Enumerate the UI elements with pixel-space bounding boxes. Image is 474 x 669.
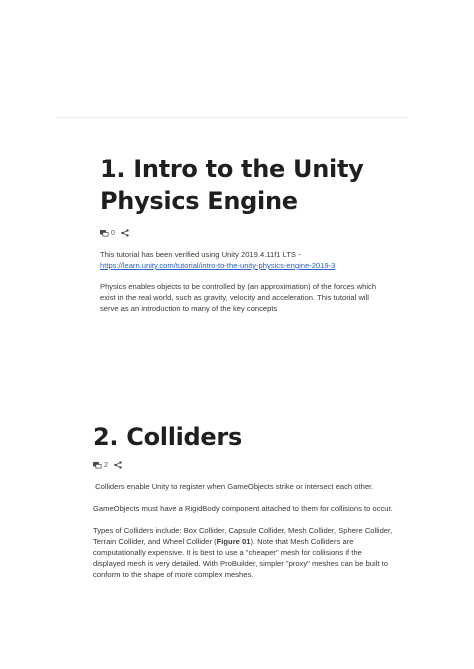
colliders-p3-before: Types of Colliders include: Box Collider, Capsule Collider, Mesh Collider, Sphere Collider, Terrain Collider, and Wheel Collider ( [93,526,393,546]
colliders-paragraph-3 [93,525,393,580]
section-title-line2: Physics Engine [100,187,298,215]
share-icon[interactable] [121,229,129,237]
comment-count: 2 [104,461,108,469]
section-meta [93,459,393,471]
colliders-paragraph-1: Colliders enable Unity to register when GameObjects strike or intersect each other. [93,482,374,491]
share-icon[interactable] [114,461,122,469]
section-intro [100,153,400,324]
section-title: 2. Colliders [93,423,242,451]
page-divider [56,117,408,118]
section-meta [100,227,400,239]
verified-paragraph [100,249,385,271]
intro-paragraph: Physics enables objects to be controlled by (an approximation) of the forces which exist in the real world, such as gravity, velocity and acceleration. This tutorial will serve as an introduction to many of the key concepts [100,282,377,313]
figure-reference: Figure 01 [216,537,251,546]
section-title-line1: 1. Intro to the Unity [100,155,364,183]
tutorial-link[interactable]: https://learn.unity.com/tutorial/intro-to-the-unity-physics-engine-2019-3 [100,261,336,270]
section-colliders [93,421,393,591]
colliders-paragraph-2: GameObjects must have a RigidBody component attached to them for collisions to occur. [93,504,393,513]
colliders-p3-after: ). Note that Mesh Colliders are computationally expensive. It is best to use a "cheaper" mesh for collisions if the displayed mesh is very detailed. With ProBuilder, simpler "proxy" meshes can be built to conform to the shape of more complex meshes. [93,537,388,579]
comment-icon[interactable] [93,462,102,469]
verified-text: This tutorial has been verified using Unity 2019.4.11f1 LTS - [100,250,301,259]
comment-icon[interactable] [100,230,109,237]
section-title [100,153,400,217]
comment-count: 0 [111,229,115,237]
